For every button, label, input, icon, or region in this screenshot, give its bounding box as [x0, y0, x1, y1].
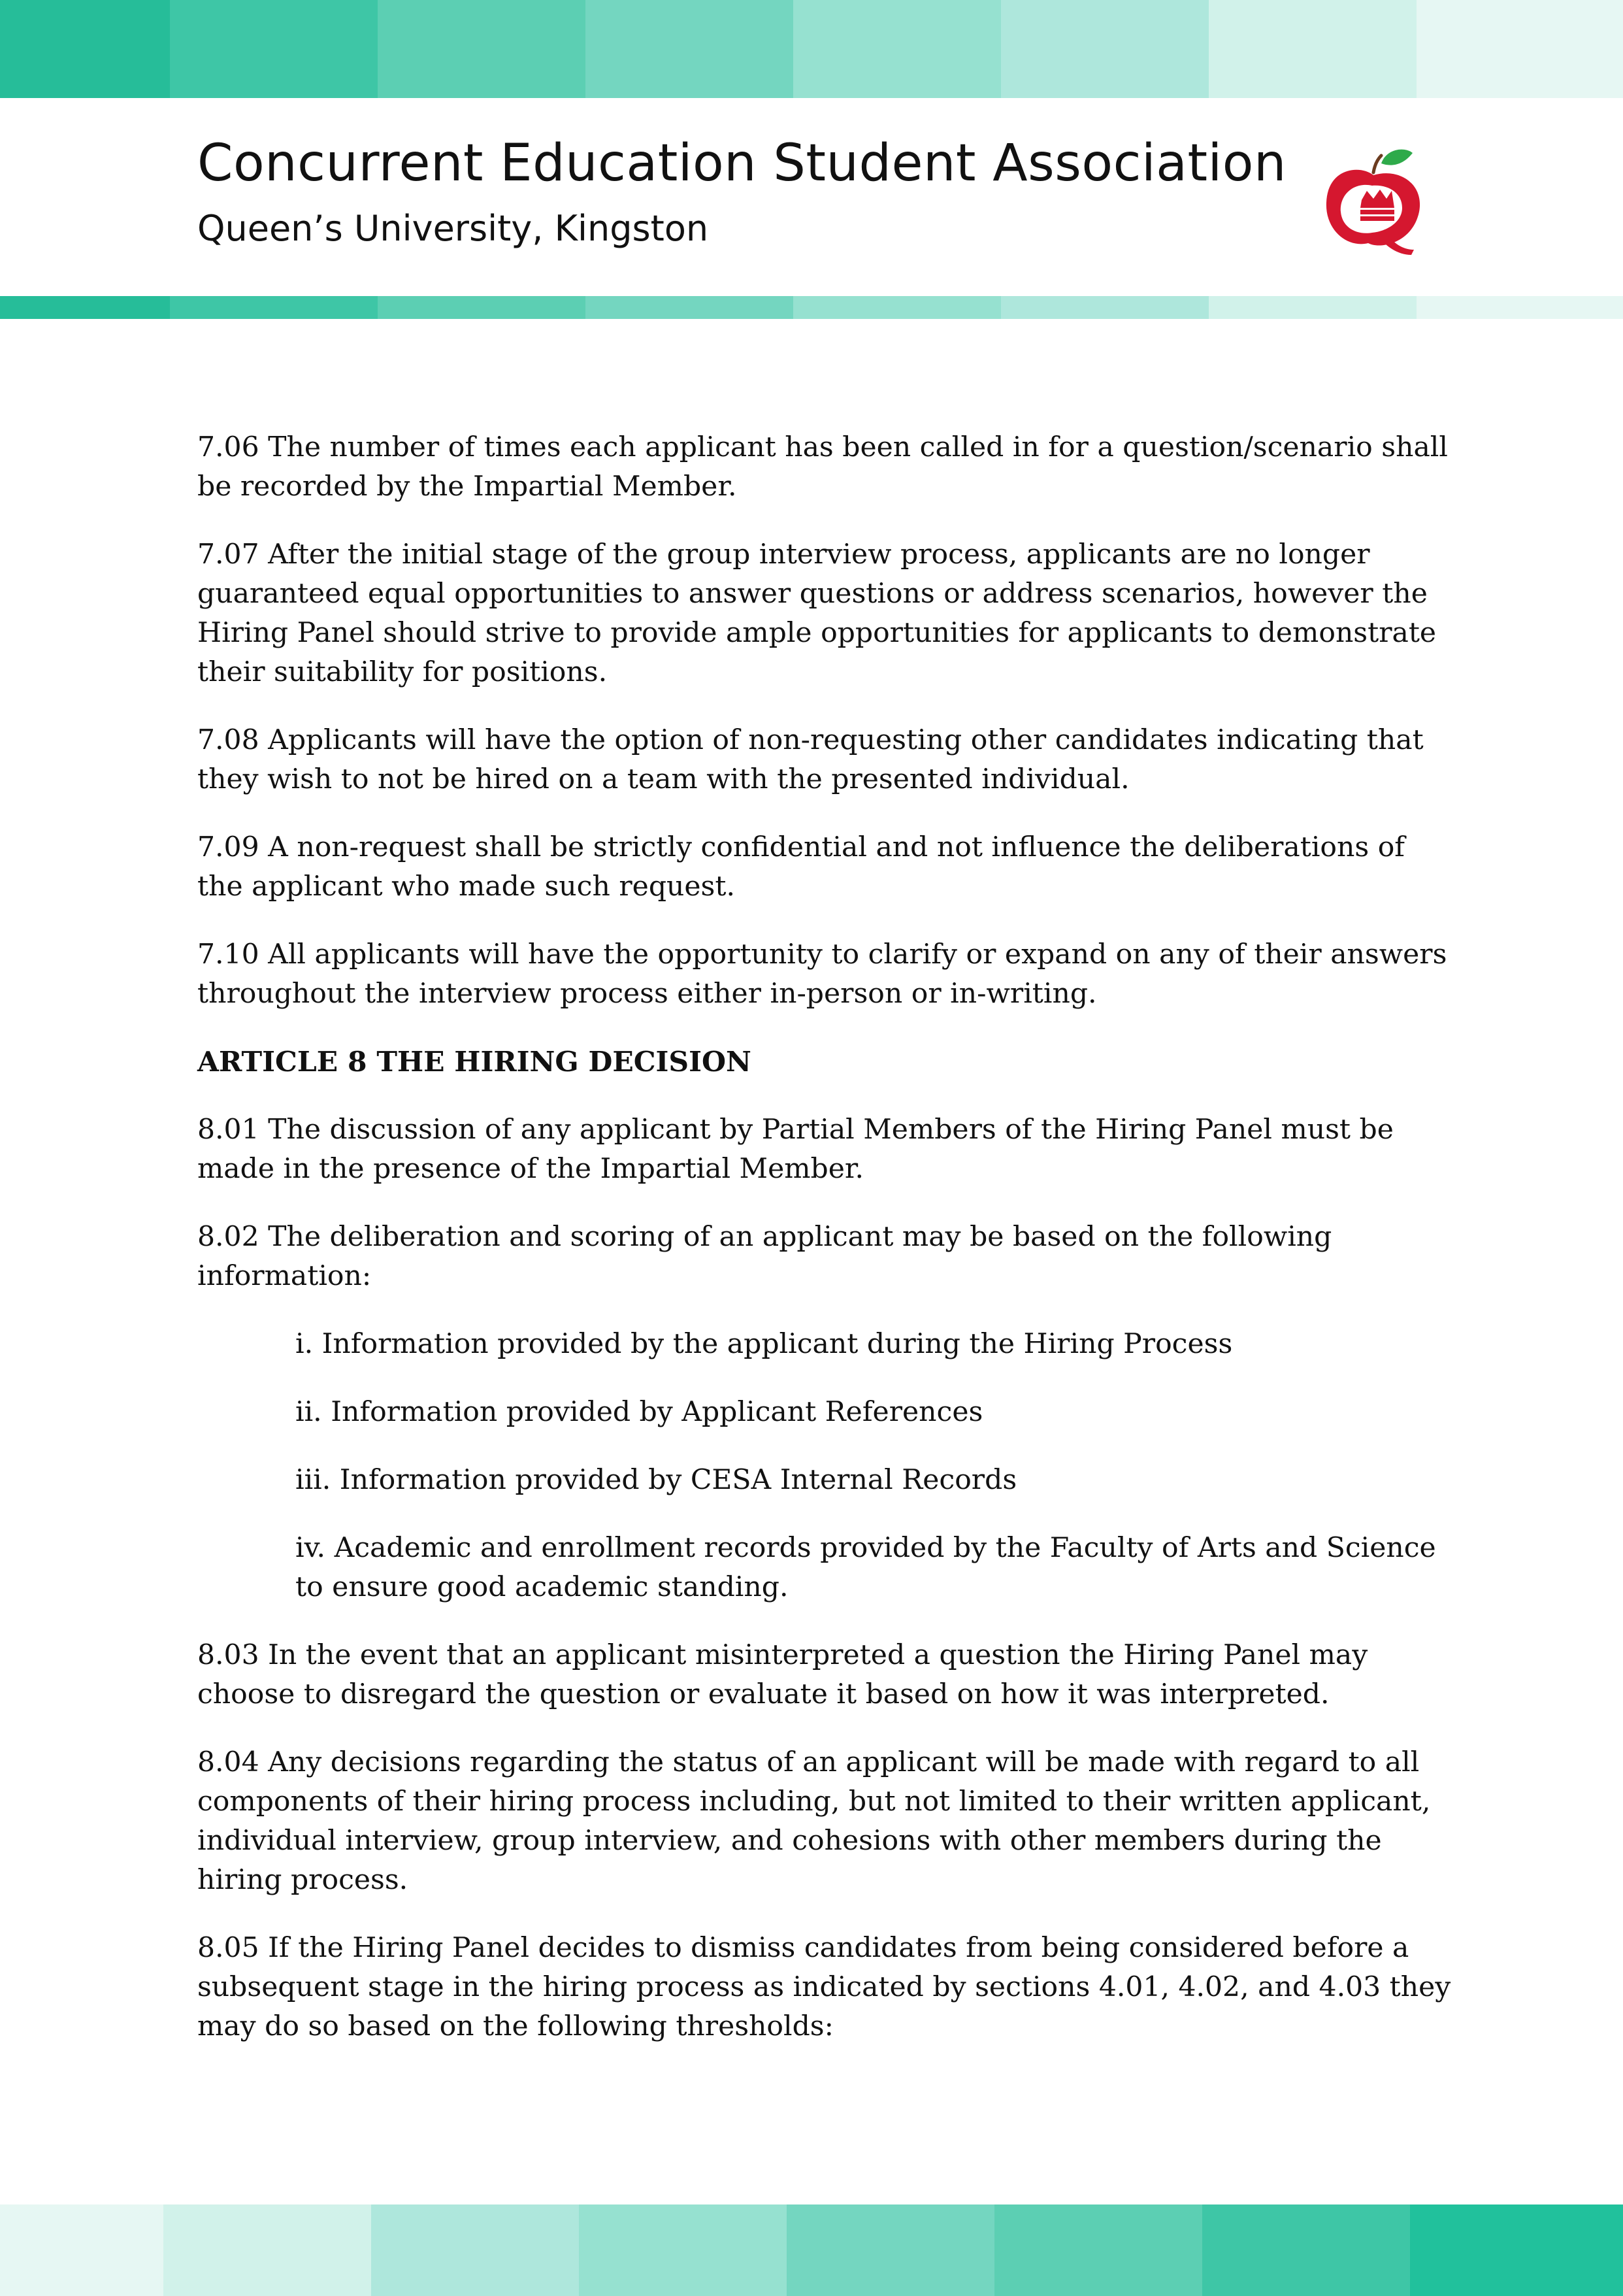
- band-segment: [163, 2204, 371, 2296]
- band-segment: [0, 2204, 163, 2296]
- organization-subtitle: Queen’s University, Kingston: [197, 208, 709, 249]
- section-8-03: 8.03 In the event that an applicant misinterpreted a question the Hiring Panel may choose to disregard the question or evaluate it based on how it was interpreted.: [197, 1639, 1368, 1710]
- band-segment: [170, 0, 378, 98]
- band-segment: [1202, 2204, 1410, 2296]
- section-8-02: 8.02 The deliberation and scoring of an applicant may be based on the following information:: [197, 1221, 1332, 1292]
- band-segment: [793, 296, 1001, 319]
- band-segment: [585, 0, 793, 98]
- band-segment: [994, 2204, 1202, 2296]
- band-segment: [1001, 296, 1209, 319]
- band-segment: [579, 2204, 787, 2296]
- document-body: [197, 428, 1452, 2075]
- band-segment: [1417, 296, 1623, 319]
- section-7-06: 7.06 The number of times each applicant has been called in for a question/scenario shall be recorded by the Impartial Member.: [197, 431, 1448, 503]
- band-segment: [378, 0, 585, 98]
- band-segment: [787, 2204, 994, 2296]
- band-segment: [1410, 2204, 1623, 2296]
- band-segment: [793, 0, 1001, 98]
- top-color-band: [0, 0, 1623, 98]
- section-7-08: 7.08 Applicants will have the option of non-requesting other candidates indicating that they wish to not be hired on a team with the presented individual.: [197, 724, 1424, 795]
- list-item-ii: ii. Information provided by Applicant References: [295, 1396, 983, 1428]
- apple-crown-q-logo-icon: [1321, 145, 1426, 256]
- section-7-07: 7.07 After the initial stage of the group interview process, applicants are no longer guaranteed equal opportunities to answer questions or address scenarios, however the Hiring Panel should strive to provide ample opportunities for applicants to demonstrate their suitability for positions.: [197, 539, 1437, 688]
- section-8-04: 8.04 Any decisions regarding the status of an applicant will be made with regard to all components of their hiring process including, but not limited to their written applicant, individual interview, group interview, and cohesions with other members during the hiring process.: [197, 1746, 1431, 1896]
- section-7-09: 7.09 A non-request shall be strictly confidential and not influence the deliberations of the applicant who made such request.: [197, 831, 1405, 903]
- list-item-iv: iv. Academic and enrollment records provided by the Faculty of Arts and Science to ensure good academic standing.: [295, 1532, 1436, 1603]
- band-segment: [0, 296, 170, 319]
- band-segment: [1417, 0, 1623, 98]
- section-7-10: 7.10 All applicants will have the opportunity to clarify or expand on any of their answers throughout the interview process either in-person or in-writing.: [197, 939, 1447, 1010]
- article-8-heading: ARTICLE 8 THE HIRING DECISION: [197, 1046, 751, 1078]
- band-segment: [1209, 0, 1417, 98]
- header-divider-band: [0, 296, 1623, 319]
- band-segment: [170, 296, 378, 319]
- bottom-color-band: [0, 2204, 1623, 2296]
- band-segment: [0, 0, 170, 98]
- band-segment: [371, 2204, 579, 2296]
- organization-title: Concurrent Education Student Association: [197, 134, 1287, 193]
- list-item-i: i. Information provided by the applicant during the Hiring Process: [295, 1328, 1233, 1360]
- list-item-iii: iii. Information provided by CESA Internal Records: [295, 1464, 1017, 1496]
- band-segment: [585, 296, 793, 319]
- section-8-05: 8.05 If the Hiring Panel decides to dismiss candidates from being considered before a subsequent stage in the hiring process as indicated by sections 4.01, 4.02, and 4.03 they may do so based on the following thresholds:: [197, 1932, 1451, 2042]
- section-8-01: 8.01 The discussion of any applicant by Partial Members of the Hiring Panel must be made in the presence of the Impartial Member.: [197, 1114, 1394, 1185]
- band-segment: [378, 296, 585, 319]
- band-segment: [1001, 0, 1209, 98]
- band-segment: [1209, 296, 1417, 319]
